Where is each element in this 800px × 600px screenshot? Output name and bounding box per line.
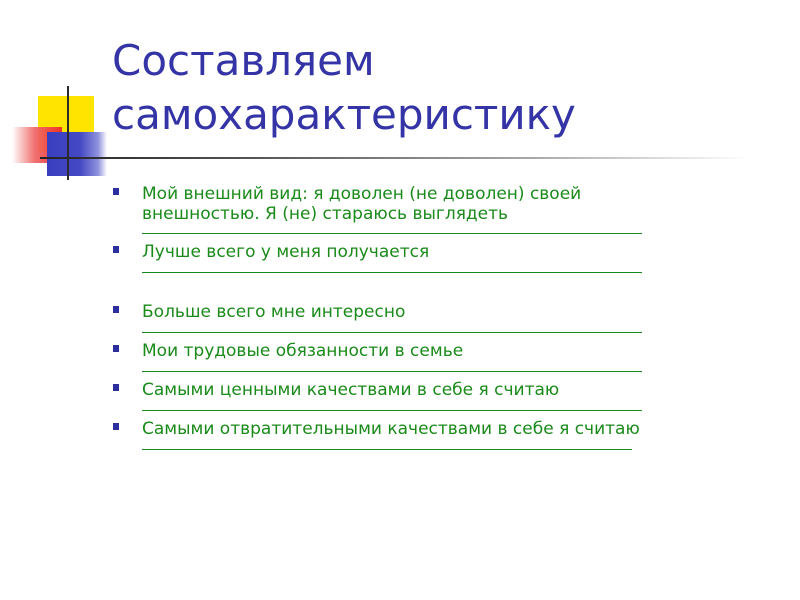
item-text-line-1: Мой внешний вид: я доволен (не доволен) своей — [142, 184, 582, 204]
fill-in-line — [142, 233, 642, 234]
list-item-interests — [113, 302, 753, 333]
item-text: Лучше всего у меня получается — [142, 242, 430, 262]
item-text: Больше всего мне интересно — [142, 302, 406, 322]
blue-square-decoration — [47, 132, 107, 176]
fill-in-line — [142, 332, 642, 333]
bullet-icon — [113, 384, 119, 391]
title-divider — [40, 157, 750, 159]
list-item-worst-qualities — [113, 419, 753, 450]
item-text: Мои трудовые обязанности в семье — [142, 341, 464, 361]
fill-in-line — [142, 410, 642, 411]
list-item-valuable-qualities — [113, 380, 753, 411]
bullet-icon — [113, 246, 119, 253]
title-line-1: Составляем — [112, 36, 375, 85]
list-item-best-at — [113, 242, 753, 273]
item-text: Самыми ценными качествами в себе я считаю — [142, 380, 560, 400]
bullet-icon — [113, 188, 119, 195]
bullet-list — [113, 184, 753, 450]
list-item-appearance — [113, 184, 753, 234]
bullet-icon — [113, 306, 119, 313]
list-item-chores — [113, 341, 753, 372]
item-text: Самыми отвратительными качествами в себе я считаю — [142, 419, 640, 439]
bullet-icon — [113, 423, 119, 430]
item-text-line-2: внешностью. Я (не) стараюсь выглядеть — [142, 204, 509, 224]
fill-in-line — [142, 371, 642, 372]
title-line-2: самохарактеристику — [112, 90, 576, 139]
vertical-rule — [67, 86, 69, 180]
bullet-icon — [113, 345, 119, 352]
slide-title — [112, 34, 772, 142]
fill-in-line — [142, 449, 632, 450]
fill-in-line — [142, 272, 642, 273]
